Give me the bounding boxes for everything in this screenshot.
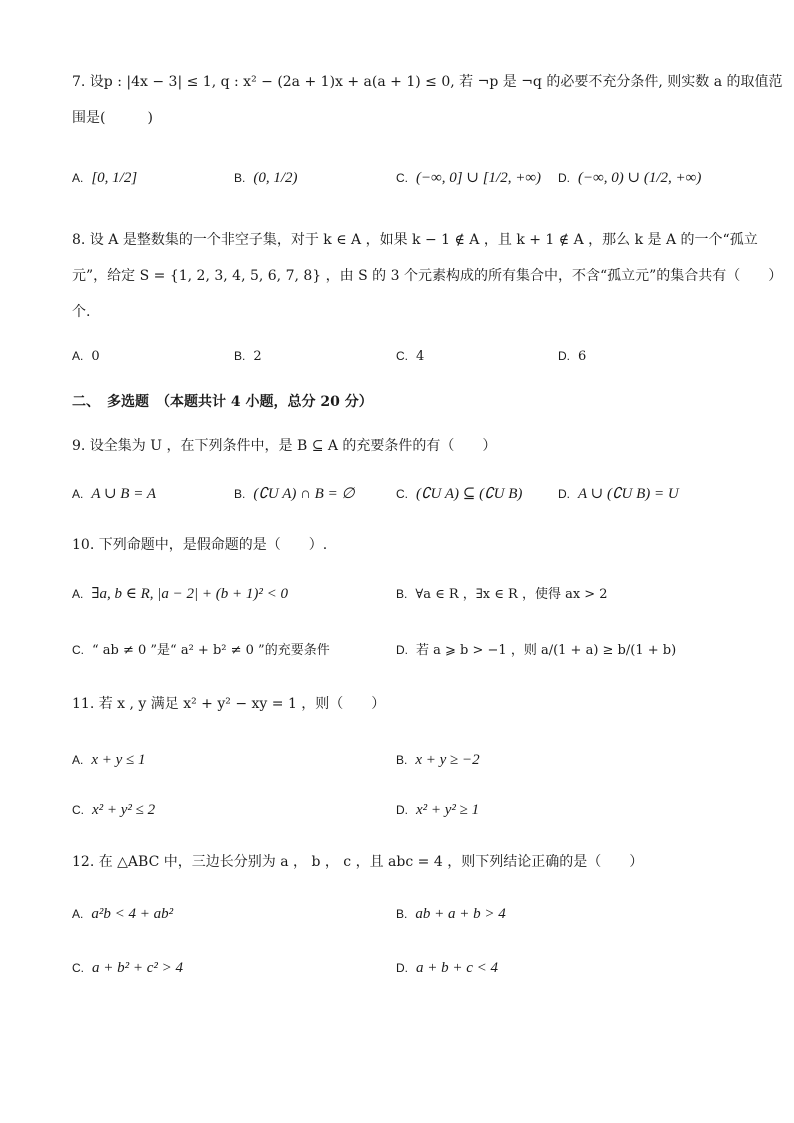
option-label: B. — [396, 587, 408, 601]
option-text: x + y ≥ −2 — [415, 752, 480, 768]
q11-option-d — [396, 800, 479, 821]
option-text: 若 a ⩾ b > −1 ，则 a/(1 + a) ≥ b/(1 + b) — [416, 643, 677, 658]
q7-stem-line-1: 7. 设p : |4x − 3| ≤ 1, q : x² − (2a + 1)x + a(a + 1) ≤ 0, 若 ¬p 是 ¬q 的必要不充分条件, 则实数 a 的取值范 — [72, 74, 783, 90]
q12-option-c — [72, 958, 183, 979]
option-label: A. — [72, 171, 84, 185]
q12-option-d — [396, 958, 498, 979]
option-text: A ∪ B = A — [91, 486, 156, 502]
q10-option-d — [396, 640, 676, 661]
option-text: 2 — [253, 349, 262, 364]
option-label: A. — [72, 587, 84, 601]
option-text: a + b² + c² > 4 — [92, 960, 184, 976]
option-label: C. — [72, 961, 84, 975]
option-text: 6 — [578, 349, 587, 364]
q9-option-a — [72, 484, 156, 505]
option-label: C. — [396, 171, 408, 185]
q7-option-d — [558, 168, 701, 189]
q12-stem: 12. 在 △ABC 中，三边长分别为 a ， b ， c ，且 abc = 4 ，则下列结论正确的是（ ） — [72, 854, 644, 870]
option-text: 0 — [91, 349, 100, 364]
q8-stem-line-2: 元”，给定 S = {1, 2, 3, 4, 5, 6, 7, 8} ，由 S 的 3 个元素构成的所有集合中，不含“孤立元”的集合共有（ ） — [72, 268, 783, 284]
q12-option-a — [72, 904, 173, 925]
option-label: D. — [396, 803, 408, 817]
option-label: B. — [234, 487, 246, 501]
option-label: B. — [234, 349, 246, 363]
option-text: x² + y² ≤ 2 — [92, 802, 156, 818]
option-text: ∀a ∈ R ，∃x ∈ R ，使得 ax > 2 — [415, 587, 608, 602]
option-text: (∁U A) ⊆ (∁U B) — [416, 486, 523, 502]
q8-option-b — [234, 346, 262, 367]
option-label: C. — [72, 643, 84, 657]
q8-stem-line-3: 个. — [72, 304, 91, 320]
q11-option-b — [396, 750, 480, 771]
q8-option-a — [72, 346, 100, 367]
option-text: x² + y² ≥ 1 — [416, 802, 480, 818]
q11-option-c — [72, 800, 155, 821]
option-text: “ ab ≠ 0 ”是“ a² + b² ≠ 0 ”的充要条件 — [92, 643, 330, 658]
option-text: A ∪ (∁U B) = U — [578, 486, 679, 502]
q7-option-a — [72, 168, 137, 189]
option-text: (0, 1/2) — [253, 170, 298, 186]
q7-option-b — [234, 168, 298, 189]
q9-stem: 9. 设全集为 U ，在下列条件中，是 B ⊆ A 的充要条件的有（ ） — [72, 438, 497, 454]
option-label: D. — [558, 171, 570, 185]
option-label: A. — [72, 487, 84, 501]
option-text: x + y ≤ 1 — [91, 752, 146, 768]
q9-option-c — [396, 484, 522, 505]
q10-stem: 10. 下列命题中，是假命题的是（ ）. — [72, 537, 328, 553]
option-text: 4 — [416, 349, 425, 364]
q7-option-c — [396, 168, 541, 189]
option-label: A. — [72, 753, 84, 767]
option-label: C. — [396, 349, 408, 363]
option-label: D. — [396, 643, 408, 657]
option-label: B. — [234, 171, 246, 185]
q11-option-a — [72, 750, 146, 771]
option-text: (−∞, 0) ∪ (1/2, +∞) — [578, 170, 702, 186]
section-heading: 二、 多选题 （本题共计 4 小题，总分 20 分） — [72, 394, 373, 410]
q10-option-a — [72, 584, 288, 605]
option-label: D. — [558, 349, 570, 363]
q10-option-c — [72, 640, 330, 661]
option-text: a + b + c < 4 — [416, 960, 499, 976]
q10-option-b — [396, 584, 608, 605]
option-label: A. — [72, 907, 84, 921]
q8-stem-line-1: 8. 设 A 是整数集的一个非空子集，对于 k ∈ A ，如果 k − 1 ∉ A ，且 k + 1 ∉ A ，那么 k 是 A 的一个“孤立 — [72, 232, 758, 248]
option-label: C. — [396, 487, 408, 501]
option-text: ∃a, b ∈ R, |a − 2| + (b + 1)² < 0 — [91, 586, 288, 602]
q8-option-c — [396, 346, 424, 367]
q12-option-b — [396, 904, 506, 925]
q9-option-b — [234, 484, 355, 505]
q11-stem: 11. 若 x , y 满足 x² + y² − xy = 1 ，则（ ） — [72, 696, 386, 712]
option-label: A. — [72, 349, 84, 363]
option-label: D. — [558, 487, 570, 501]
option-label: C. — [72, 803, 84, 817]
option-label: B. — [396, 907, 408, 921]
option-text: a²b < 4 + ab² — [91, 906, 174, 922]
option-text: (−∞, 0] ∪ [1/2, +∞) — [416, 170, 542, 186]
q8-option-d — [558, 346, 586, 367]
q9-option-d — [558, 484, 679, 505]
q7-stem-line-2: 围是( ) — [72, 110, 153, 126]
option-text: [0, 1/2] — [91, 170, 138, 186]
option-label: B. — [396, 753, 408, 767]
option-label: D. — [396, 961, 408, 975]
option-text: (∁U A) ∩ B = ∅ — [253, 486, 355, 502]
option-text: ab + a + b > 4 — [415, 906, 506, 922]
